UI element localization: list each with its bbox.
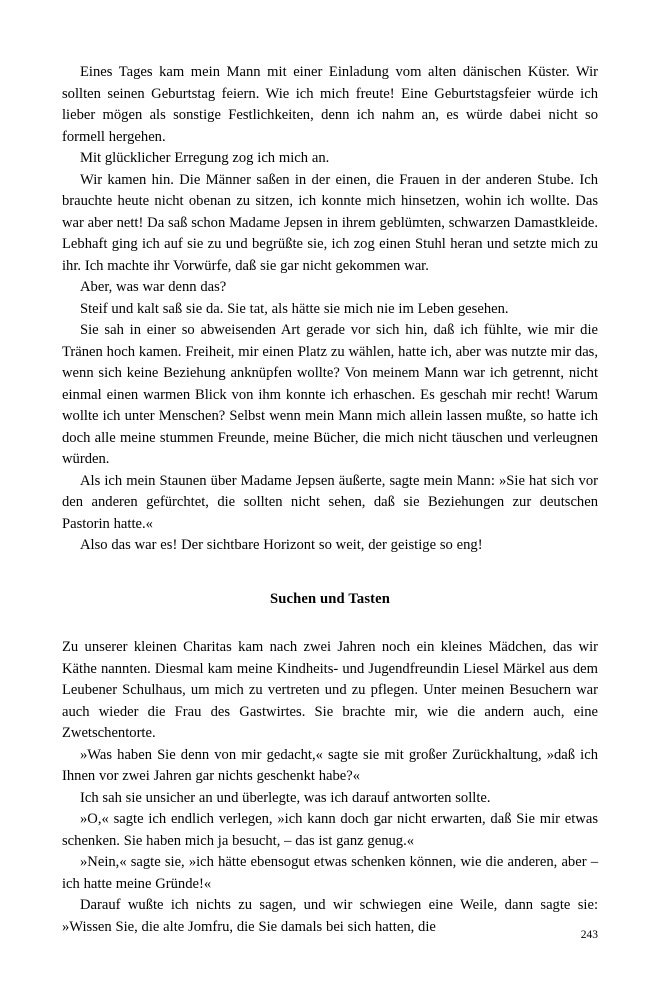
page-text-block (62, 62, 598, 938)
paragraph: Aber, was war denn das? (80, 279, 227, 295)
paragraph: Ich sah sie unsicher an und überlegte, was ich darauf antworten sollte. (80, 789, 491, 806)
paragraph: »Was haben Sie denn von mir gedacht,« sagte sie mit großer Zurückhaltung, »daß ich Ihnen vor zwei Jahren gar nichts geschenkt habe?« (62, 746, 598, 784)
paragraph: Zu unserer kleinen Charitas kam nach zwei Jahren noch ein kleines Mädchen, das wir Käthe nannten. Diesmal kam meine Kindheits- und Jugendfreundin Liesel Märkel aus dem Leubener Schulhaus, um mich zu vertreten und zu pflegen. Unter meinen Besuchern war auch wieder die Frau des Gastwirtes. Sie brachte mir, wie die andern auch, eine Zwetschentorte. (62, 639, 598, 741)
page-number: 243 (580, 929, 598, 941)
section-heading: Suchen und Tasten (269, 590, 391, 607)
paragraph: Darauf wußte ich nichts zu sagen, und wir schwiegen eine Weile, dann sagte sie: »Wissen Sie, die alte Jomfru, die Sie damals bei sich hatten, die (62, 897, 598, 935)
paragraph: Sie sah in einer so abweisenden Art gerade vor sich hin, daß ich fühlte, wie mir die Tränen hoch kamen. Freiheit, mir einen Platz zu wählen, hatte ich, aber was nutzte mir das, wenn sich keine Beziehung anknüpfen wollte? Von meinem Mann war ich getrennt, nicht einmal einen warmen Blick von ihm konnte ich erhaschen. Es geschah mir recht! Warum wollte ich unter Menschen? Selbst wenn mein Mann mich allein lassen mußte, so hatte ich doch alle meine stummen Freunde, meine Bücher, die mich nicht täuschen und verleugnen würden. (62, 322, 598, 467)
paragraph: Als ich mein Staunen über Madame Jepsen äußerte, sagte mein Mann: »Sie hat sich vor den anderen gefürchtet, die sollten nicht sehen, daß sie Beziehungen zur deutschen Pastorin hatte.« (62, 472, 598, 532)
paragraph: Mit glücklicher Erregung zog ich mich an. (80, 150, 330, 166)
paragraph: »Nein,« sagte sie, »ich hätte ebensogut etwas schenken können, wie die anderen, aber – ich hatte meine Gründe!« (62, 854, 598, 892)
paragraph: »O,« sagte ich endlich verlegen, »ich kann doch gar nicht erwarten, daß Sie mir etwas schenken. Sie haben mich ja besucht, – das ist ganz genug.« (62, 811, 598, 849)
paragraph: Wir kamen hin. Die Männer saßen in der einen, die Frauen in der anderen Stube. Ich brauchte heute nicht obenan zu sitzen, ich konnte mich hinsetzen, wohin ich wollte. Das war aber nett! Da saß schon Madame Jepsen in ihrem geblümten, schwarzen Damastkleide. Lebhaft ging ich auf sie zu und begrüßte sie, ich zog einen Stuhl heran und setzte mich zu ihr. Ich machte ihr Vorwürfe, daß sie gar nicht gekommen war. (62, 171, 598, 274)
paragraph: Eines Tages kam mein Mann mit einer Einladung vom alten dänischen Küster. Wir sollten seinen Geburtstag feiern. Wie ich mich freute! Eine Geburtstagsfeier würde ich lieber mögen als sonstige Festlichkeiten, denn ich nahm an, es würde dabei nicht so formell hergehen. (62, 64, 598, 145)
paragraph: Steif und kalt saß sie da. Sie tat, als hätte sie mich nie im Leben gesehen. (80, 300, 509, 317)
paragraph: Also das war es! Der sichtbare Horizont so weit, der geistige so eng! (80, 537, 483, 553)
